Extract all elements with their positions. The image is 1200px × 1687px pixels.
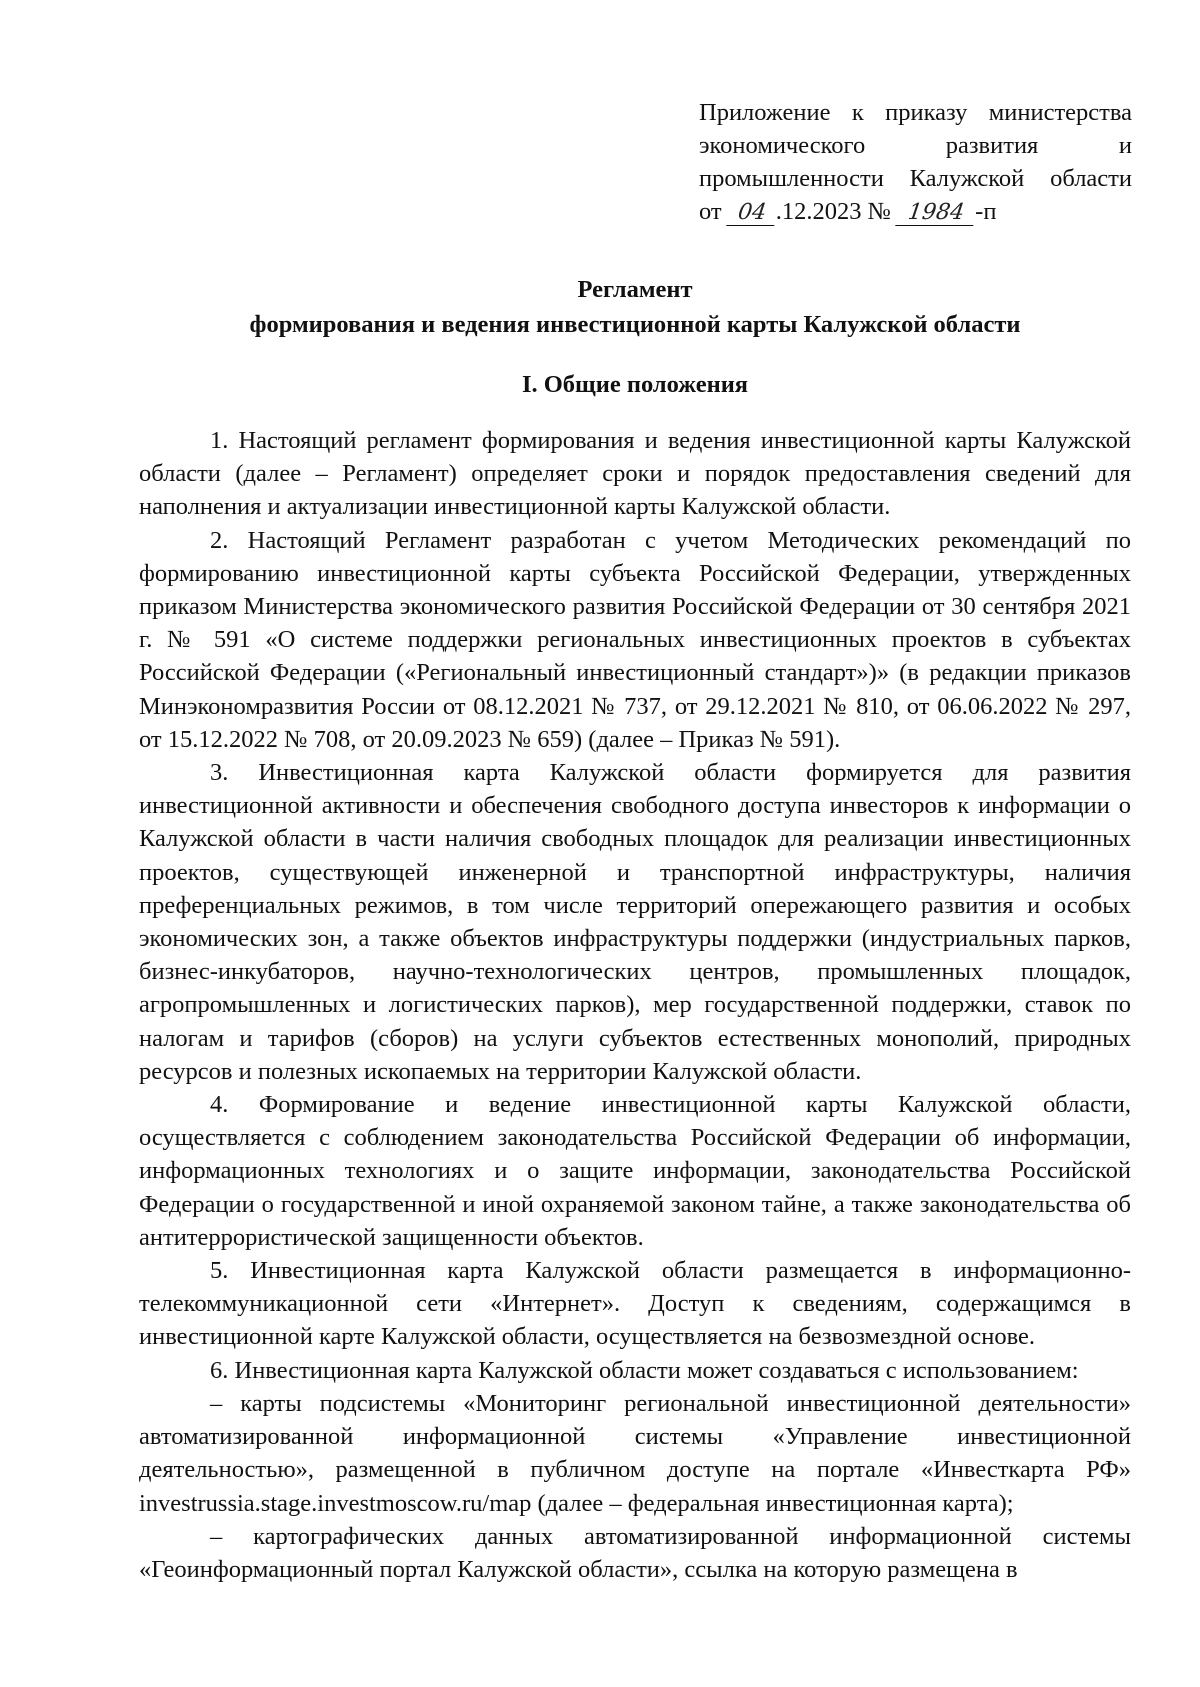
paragraph-3: 3. Инвестиционная карта Калужской области формируется для развития инвестиционной активности и обеспечения свободного доступа инвесторов к информации о Калужской области в части наличия свободных площадок для реализации инвестиционных проектов, существующей инженерной и транспортной инфраструктуры, наличия преференциальных режимов, в том числе территорий опережающего развития и особых экономических зон, а также объектов инфраструктуры поддержки (индустриальных парков, бизнес-инкубаторов, научно-технологических центров, промышленных площадок, агропромышленных и логистических парков), мер государственной поддержки, ставок по налогам и тарифов (сборов) на услуги субъектов естественных монополий, природных ресурсов и полезных ископаемых на территории Калужской области. bbox=[139, 759, 1131, 1085]
paragraph-2: 2. Настоящий Регламент разработан с учетом Методических рекомендаций по формированию инвестиционной карты субъекта Российской Федерации, утвержденных приказом Министерства экономического развития Российской Федерации от 30 сентября 2021 г. № 591 «О системе поддержки региональных инвестиционных проектов в субъектах Российской Федерации («Региональный инвестиционный стандарт»)» (в редакции приказов Минэкономразвития России от 08.12.2021 № 737, от 29.12.2021 № 810, от 06.06.2022 № 297, от 15.12.2022 № 708, от 20.09.2023 № 659) (далее – Приказ № 591). bbox=[139, 526, 1131, 753]
title-line-1: Регламент bbox=[577, 276, 693, 303]
paragraph-6: 6. Инвестиционная карта Калужской области может создаваться с использованием: bbox=[210, 1356, 1079, 1384]
dash-item-2: – картографических данных автоматизированной информационной системы «Геоинформационный портал Калужской области», ссылка на которую размещена в bbox=[139, 1522, 1131, 1583]
dash-item-1: – карты подсистемы «Мониторинг региональной инвестиционной деятельности» автоматизированной информационной системы «Управление инвестиционной деятельностью», размещенной в публичном доступе на портале «Инвесткарта РФ» investrussia.stage.investmoscow.ru/map (далее – федеральная инвестиционная карта); bbox=[139, 1389, 1131, 1517]
appendix-line-2: экономического развития и bbox=[699, 132, 1132, 159]
title-line-2: формирования и ведения инвестиционной карты Калужской области bbox=[249, 311, 1021, 338]
handwritten-day: 04 bbox=[726, 201, 778, 226]
date-rest: .12.2023 № bbox=[775, 198, 892, 225]
appendix-line-3: промышленности Калужской области bbox=[699, 165, 1132, 192]
document-body bbox=[139, 424, 1131, 1586]
paragraph-1: 1. Настоящий регламент формирования и ведения инвестиционной карты Калужской области (далее – Регламент) определяет сроки и порядок предоставления сведений для наполнения и актуализации инвестиционной карты Калужской области. bbox=[139, 427, 1131, 521]
appendix-block bbox=[699, 96, 1132, 228]
appendix-line-1: Приложение к приказу министерства bbox=[699, 99, 1132, 126]
section-heading: I. Общие положения bbox=[521, 371, 749, 398]
paragraph-4: 4. Формирование и ведение инвестиционной карты Калужской области, осуществляется с соблюдением законодательства Российской Федерации об информации, информационных технологиях и о защите информации, законодательства Российской Федерации о государственной и иной охраняемой законом тайне, а также законодательства об антитеррористической защищенности объектов. bbox=[139, 1091, 1131, 1251]
number-suffix: -п bbox=[975, 198, 997, 225]
paragraph-5: 5. Инвестиционная карта Калужской области размещается в информационно-телекоммуникационной сети «Интернет». Доступ к сведениям, содержащимся в инвестиционной карте Калужской области, осуществляется на безвозмездной основе. bbox=[139, 1257, 1131, 1351]
handwritten-order-number: 1984 bbox=[895, 201, 977, 226]
appendix-date-line bbox=[699, 195, 1132, 228]
document-title bbox=[140, 272, 1130, 342]
date-prefix: от bbox=[699, 198, 722, 225]
